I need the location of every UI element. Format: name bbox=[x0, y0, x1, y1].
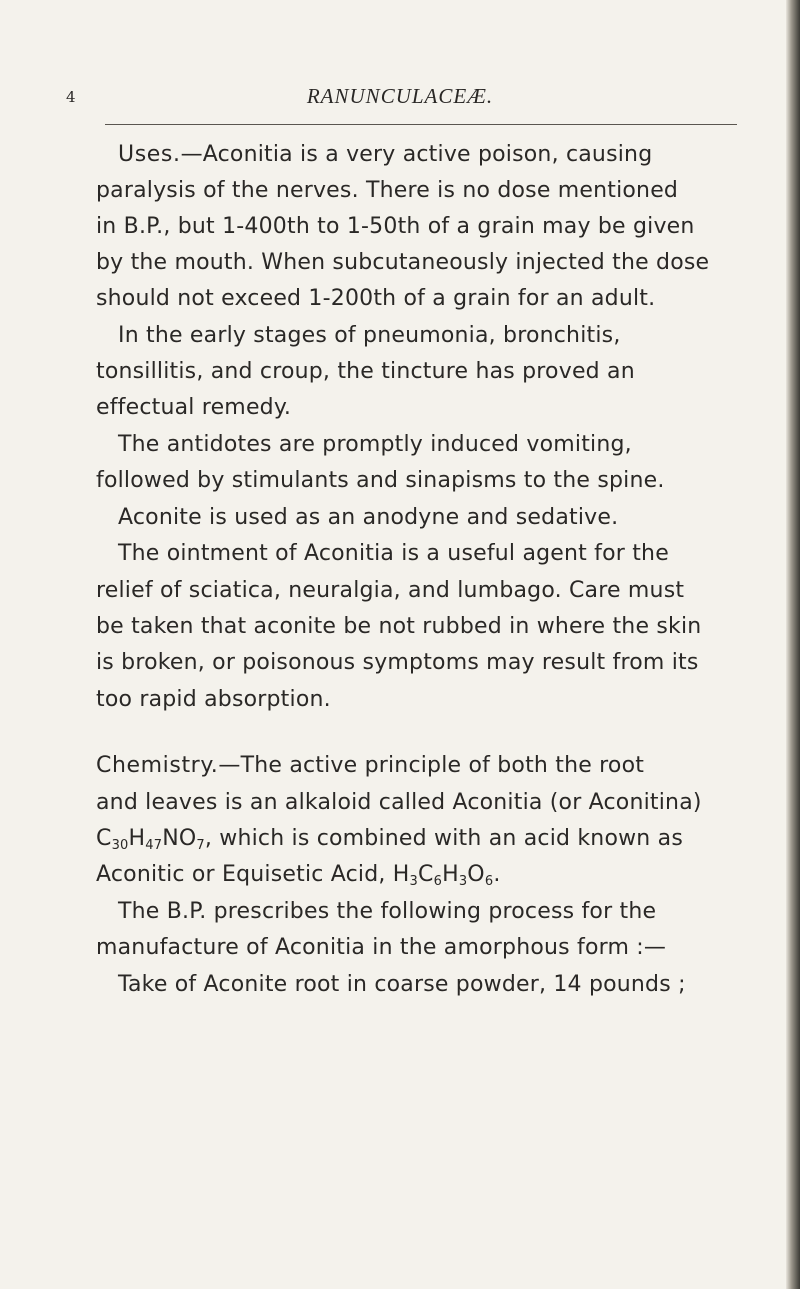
uses-line-13: relief of sciatica, neuralgia, and lumbago. Care must bbox=[96, 578, 685, 603]
uses-line-3: in B.P., but 1-400th to 1-50th of a grain may be given bbox=[96, 214, 695, 239]
chemistry-line-7: Take of Aconite root in coarse powder, 14 pounds ; bbox=[118, 972, 686, 997]
page-number: 4 bbox=[66, 88, 76, 106]
chemistry-line-4: Aconitic or Equisetic Acid, $H_3C_6H_3O_6$. bbox=[96, 862, 501, 889]
uses-line-14: be taken that aconite be not rubbed in where the skin bbox=[96, 614, 702, 639]
uses-line-7: tonsillitis, and croup, the tincture has proved an bbox=[96, 359, 635, 384]
uses-heading: Uses. bbox=[118, 142, 181, 167]
uses-line-10: followed by stimulants and sinapisms to the spine. bbox=[96, 468, 665, 493]
chemistry-line-2: and leaves is an alkaloid called Aconitia (or Aconitina) bbox=[96, 790, 702, 815]
page-binding-edge bbox=[786, 0, 800, 1289]
chemistry-heading: Chemistry. bbox=[96, 753, 219, 778]
formula-aconitia: $C_{30}H_{47}NO_7$ bbox=[96, 826, 205, 853]
uses-line-8: effectual remedy. bbox=[96, 395, 292, 420]
chemistry-line-5: The B.P. prescribes the following process for the bbox=[118, 899, 657, 924]
header-rule bbox=[105, 124, 737, 125]
uses-line-2: paralysis of the nerves. There is no dose mentioned bbox=[96, 178, 679, 203]
chemistry-line-6: manufacture of Aconitia in the amorphous form :— bbox=[96, 935, 667, 960]
uses-line-1: Uses.—Aconitia is a very active poison, causing bbox=[118, 142, 653, 167]
uses-line-4: by the mouth. When subcutaneously injected the dose bbox=[96, 250, 710, 275]
page-header bbox=[0, 84, 800, 114]
uses-line-9: The antidotes are promptly induced vomiting, bbox=[118, 432, 632, 457]
uses-line-6: In the early stages of pneumonia, bronchitis, bbox=[118, 323, 621, 348]
running-title: RANUNCULACEÆ. bbox=[306, 84, 494, 108]
uses-line-16: too rapid absorption. bbox=[96, 687, 331, 712]
uses-line-11: Aconite is used as an anodyne and sedative. bbox=[118, 505, 619, 530]
chemistry-line-1: Chemistry.—The active principle of both the root bbox=[96, 753, 645, 778]
uses-line-12: The ointment of Aconitia is a useful agent for the bbox=[118, 541, 669, 566]
uses-line-15: is broken, or poisonous symptoms may result from its bbox=[96, 650, 699, 675]
chemistry-line-3: $C_{30}H_{47}NO_7$, which is combined with an acid known as bbox=[96, 826, 683, 853]
formula-aconitic-acid: $H_3C_6H_3O_6$ bbox=[392, 862, 494, 889]
uses-line-5: should not exceed 1-200th of a grain for an adult. bbox=[96, 286, 656, 311]
